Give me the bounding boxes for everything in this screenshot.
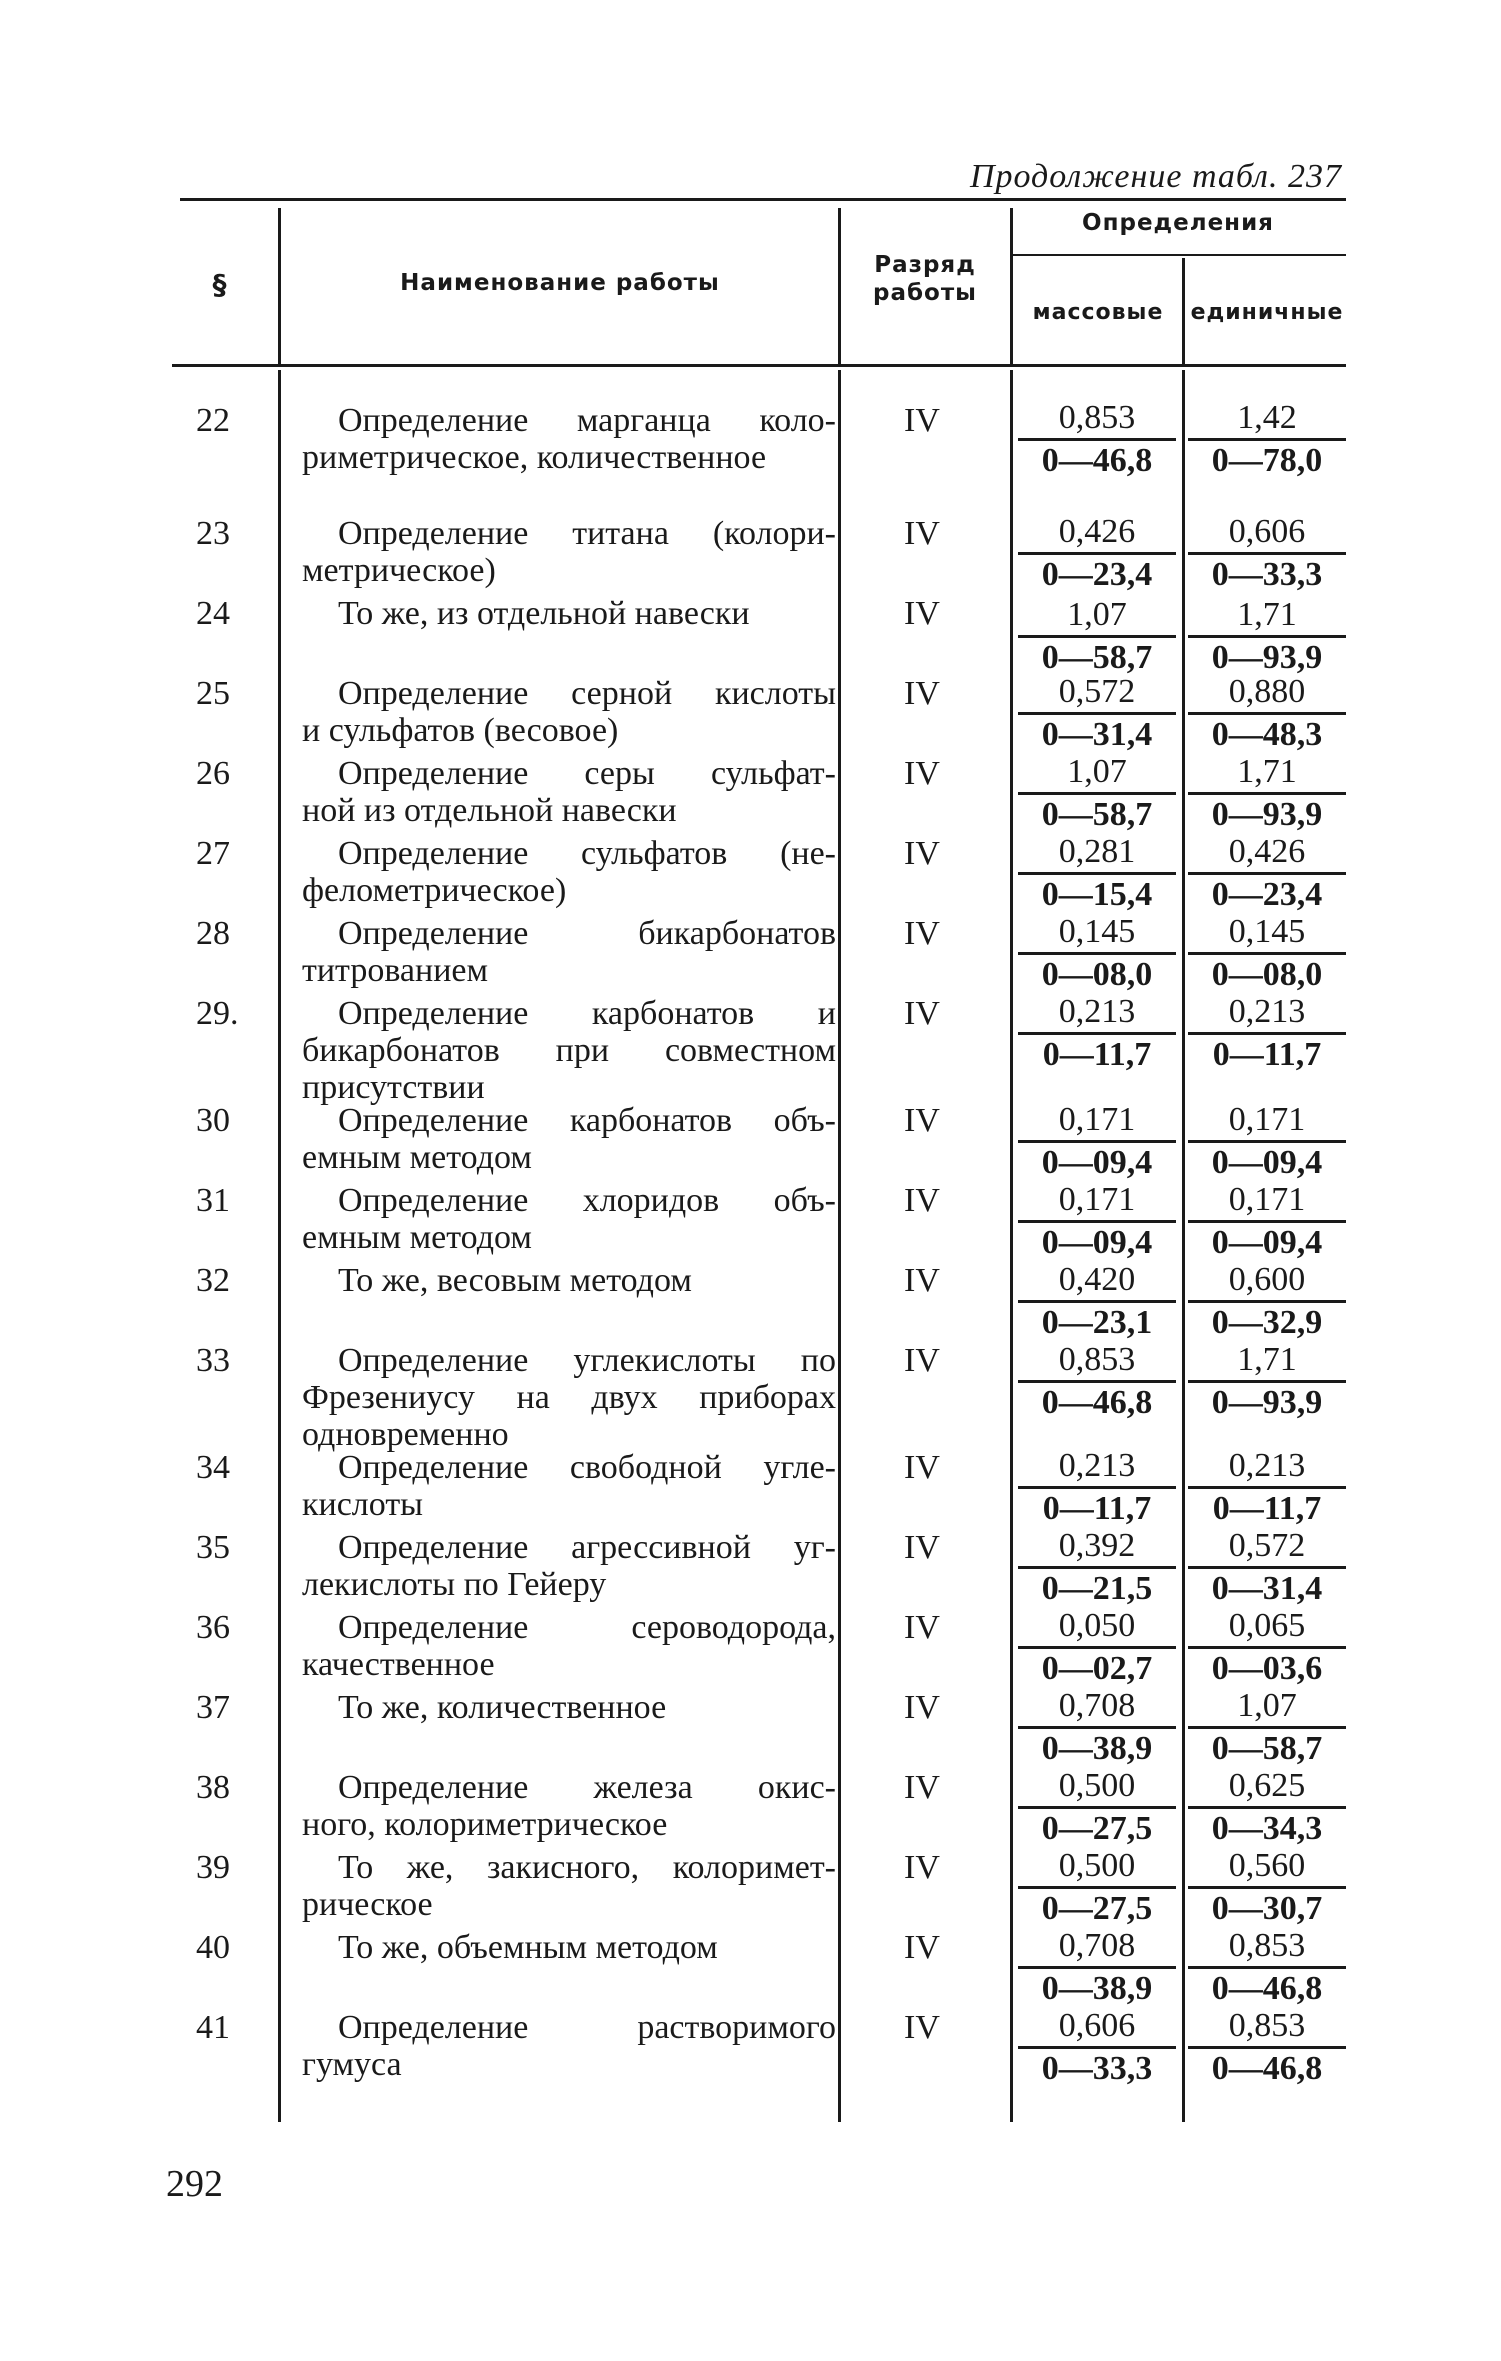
range-value: 0—58,7 [1041, 796, 1153, 833]
work-name [302, 1529, 836, 1603]
range-value: 0—33,3 [1211, 556, 1323, 593]
range-value: 0—09,4 [1211, 1144, 1323, 1181]
work-name-line: Определение карбонатов объ- [338, 1102, 836, 1139]
row-number: 23 [196, 515, 230, 552]
work-grade: IV [904, 1769, 940, 1806]
work-grade: IV [904, 835, 940, 872]
range-value: 0—23,4 [1041, 556, 1153, 593]
range-value: 0—38,9 [1041, 1730, 1153, 1767]
rate-value: 0,500 [1058, 1767, 1136, 1804]
row-number: 34 [196, 1449, 230, 1486]
work-grade: IV [904, 1262, 940, 1299]
rate-value: 0,560 [1228, 1847, 1306, 1884]
range-value: 0—31,4 [1211, 1570, 1323, 1607]
single-determination [1184, 1446, 1350, 1529]
mass-determination [1014, 1180, 1180, 1263]
range-value: 0—78,0 [1211, 442, 1323, 479]
mass-determination [1014, 1606, 1180, 1689]
work-name-line: бикарбонатов при совместном [302, 1032, 836, 1069]
single-determination [1184, 595, 1350, 678]
rate-value: 1,71 [1237, 1341, 1297, 1378]
row-number: 30 [196, 1102, 230, 1139]
row-number: 38 [196, 1769, 230, 1806]
rate-value: 0,171 [1228, 1101, 1306, 1138]
work-name-line: и сульфатов (весовое) [302, 712, 619, 749]
mass-determination [1014, 992, 1180, 1075]
range-value: 0—93,9 [1211, 1384, 1323, 1421]
work-name-line: Определение железа окис- [338, 1769, 836, 1806]
work-name-line: Определение сульфатов (не- [338, 835, 836, 872]
work-name [302, 915, 836, 989]
work-name-line: кислоты [302, 1486, 424, 1523]
rate-value: 0,213 [1228, 1447, 1306, 1484]
work-name-line: Определение свободной угле- [338, 1449, 836, 1486]
rate-value: 0,600 [1228, 1261, 1306, 1298]
mass-determination [1014, 1926, 1180, 2009]
range-value: 0—27,5 [1041, 1810, 1153, 1847]
work-name [302, 1449, 836, 1523]
mass-determination [1014, 1526, 1180, 1609]
work-name-line: То же, весовым методом [338, 1262, 692, 1299]
header-bottom-rule [172, 364, 1346, 367]
mass-determination [1014, 752, 1180, 835]
work-name-line: рическое [302, 1886, 433, 1923]
mass-determination [1014, 912, 1180, 995]
rate-value: 0,171 [1058, 1181, 1136, 1218]
work-name-line: Определение растворимого [338, 2009, 836, 2046]
range-value: 0—93,9 [1211, 796, 1323, 833]
determinations-rule [1012, 254, 1346, 256]
rate-value: 0,708 [1058, 1687, 1136, 1724]
work-name-line: фелометрическое) [302, 872, 567, 909]
rate-value: 0,213 [1058, 1447, 1136, 1484]
single-determination [1184, 752, 1350, 835]
range-value: 0—93,9 [1211, 639, 1323, 676]
work-grade: IV [904, 402, 940, 439]
single-determination [1184, 1340, 1350, 1423]
mass-determination [1014, 2006, 1180, 2089]
rate-value: 0,625 [1228, 1767, 1306, 1804]
work-name-line: Определение серной кислоты [338, 675, 836, 712]
rate-value: 0,171 [1058, 1101, 1136, 1138]
work-grade: IV [904, 2009, 940, 2046]
work-grade: IV [904, 515, 940, 552]
work-name-line: присутствии [302, 1069, 485, 1106]
header-name: Наименование работы [400, 270, 720, 296]
range-value: 0—33,3 [1041, 2050, 1153, 2087]
work-name-line: титрованием [302, 952, 489, 989]
mass-determination [1014, 1260, 1180, 1343]
rate-value: 1,71 [1237, 596, 1297, 633]
work-name-line: одновременно [302, 1416, 509, 1453]
work-grade: IV [904, 1689, 940, 1726]
range-value: 0—30,7 [1211, 1890, 1323, 1927]
work-grade: IV [904, 1102, 940, 1139]
rate-value: 0,880 [1228, 673, 1306, 710]
rate-value: 1,07 [1237, 1687, 1297, 1724]
mass-determination [1014, 1846, 1180, 1929]
range-value: 0—08,0 [1041, 956, 1153, 993]
rate-value: 0,426 [1058, 513, 1136, 550]
mass-determination [1014, 1686, 1180, 1769]
table-caption: Продолжение табл. 237 [969, 158, 1342, 195]
work-grade: IV [904, 1529, 940, 1566]
range-value: 0—58,7 [1041, 639, 1153, 676]
range-value: 0—11,7 [1042, 1036, 1152, 1073]
rate-value: 1,07 [1067, 596, 1127, 633]
work-name [302, 1849, 836, 1923]
range-value: 0—46,8 [1041, 1384, 1153, 1421]
range-value: 0—09,4 [1211, 1224, 1323, 1261]
rate-value: 0,213 [1058, 993, 1136, 1030]
col-divider-1 [278, 208, 281, 364]
rate-value: 0,708 [1058, 1927, 1136, 1964]
work-name [302, 1929, 836, 1966]
work-name-line: Определение марганца коло- [338, 402, 836, 439]
mass-determination [1014, 1446, 1180, 1529]
work-grade: IV [904, 915, 940, 952]
work-name [302, 1689, 836, 1726]
work-name [302, 2009, 836, 2083]
single-determination [1184, 1846, 1350, 1929]
single-determination [1184, 1260, 1350, 1343]
rate-value: 0,606 [1228, 513, 1306, 550]
work-name [302, 595, 836, 632]
single-determination [1184, 1926, 1350, 2009]
work-name-line: Определение карбонатов и [338, 995, 836, 1032]
rate-value: 0,171 [1228, 1181, 1306, 1218]
mass-determination [1014, 398, 1180, 481]
rate-value: 0,572 [1228, 1527, 1306, 1564]
work-grade: IV [904, 1182, 940, 1219]
col-divider-2 [838, 208, 841, 364]
work-name [302, 995, 836, 1106]
rate-value: 0,853 [1228, 2007, 1306, 2044]
row-number: 36 [196, 1609, 230, 1646]
range-value: 0—27,5 [1041, 1890, 1153, 1927]
rate-value: 0,853 [1058, 1341, 1136, 1378]
range-value: 0—11,7 [1042, 1490, 1152, 1527]
work-name-line: лекислоты по Гейеру [302, 1566, 607, 1603]
work-grade: IV [904, 755, 940, 792]
work-name [302, 1102, 836, 1176]
body-divider-3 [1010, 370, 1013, 2122]
single-determination [1184, 672, 1350, 755]
work-name-line: То же, количественное [338, 1689, 667, 1726]
work-grade: IV [904, 1929, 940, 1966]
rate-value: 0,213 [1228, 993, 1306, 1030]
row-number: 31 [196, 1182, 230, 1219]
header-determinations: Определения [1082, 210, 1274, 236]
single-determination [1184, 912, 1350, 995]
row-number: 32 [196, 1262, 230, 1299]
work-name-line: Определение хлоридов объ- [338, 1182, 836, 1219]
rate-value: 0,065 [1228, 1607, 1306, 1644]
row-number: 26 [196, 755, 230, 792]
work-name-line: То же, из отдельной навески [338, 595, 750, 632]
range-value: 0—08,0 [1211, 956, 1323, 993]
rate-value: 0,281 [1058, 833, 1136, 870]
single-determination [1184, 1526, 1350, 1609]
range-value: 0—11,7 [1212, 1036, 1322, 1073]
work-grade: IV [904, 595, 940, 632]
work-grade: IV [904, 1609, 940, 1646]
range-value: 0—34,3 [1211, 1810, 1323, 1847]
range-value: 0—48,3 [1211, 716, 1323, 753]
row-number: 37 [196, 1689, 230, 1726]
rate-value: 0,145 [1058, 913, 1136, 950]
work-name-line: Определение бикарбонатов [338, 915, 836, 952]
single-determination [1184, 512, 1350, 595]
mass-determination [1014, 595, 1180, 678]
mass-determination [1014, 1340, 1180, 1423]
work-name-line: То же, объемным методом [338, 1929, 718, 1966]
rate-value: 1,71 [1237, 753, 1297, 790]
work-name-line: риметрическое, количественное [302, 439, 767, 476]
single-determination [1184, 1686, 1350, 1769]
range-value: 0—02,7 [1041, 1650, 1153, 1687]
work-name [302, 1262, 836, 1299]
single-determination [1184, 1766, 1350, 1849]
range-value: 0—21,5 [1041, 1570, 1153, 1607]
work-name [302, 1609, 836, 1683]
work-name-line: гумуса [302, 2046, 402, 2083]
range-value: 0—23,1 [1041, 1304, 1153, 1341]
work-name-line: качественное [302, 1646, 495, 1683]
single-determination [1184, 1180, 1350, 1263]
mass-determination [1014, 672, 1180, 755]
single-determination [1184, 832, 1350, 915]
header-mass: массовые [1032, 300, 1164, 325]
single-determination [1184, 1100, 1350, 1183]
work-grade: IV [904, 995, 940, 1032]
row-number: 27 [196, 835, 230, 872]
work-name-line: Определение сероводорода, [338, 1609, 836, 1646]
work-name-line: То же, закисного, колоримет- [338, 1849, 836, 1886]
work-grade: IV [904, 675, 940, 712]
single-determination [1184, 1606, 1350, 1689]
work-name-line: емным методом [302, 1139, 532, 1176]
rate-value: 0,853 [1228, 1927, 1306, 1964]
body-divider-1 [278, 370, 281, 2122]
work-name [302, 755, 836, 829]
range-value: 0—09,4 [1041, 1224, 1153, 1261]
body-divider-2 [838, 370, 841, 2122]
single-determination [1184, 992, 1350, 1075]
work-name-line: ной из отдельной навески [302, 792, 677, 829]
row-number: 39 [196, 1849, 230, 1886]
row-number: 22 [196, 402, 230, 439]
work-grade: IV [904, 1342, 940, 1379]
work-name-line: Определение титана (колори- [338, 515, 836, 552]
mass-determination [1014, 512, 1180, 595]
range-value: 0—46,8 [1211, 2050, 1323, 2087]
rate-value: 0,500 [1058, 1847, 1136, 1884]
page-number: 292 [166, 2163, 223, 2205]
row-number: 41 [196, 2009, 230, 2046]
work-name [302, 1769, 836, 1843]
work-name [302, 675, 836, 749]
rate-value: 0,606 [1058, 2007, 1136, 2044]
range-value: 0—09,4 [1041, 1144, 1153, 1181]
range-value: 0—46,8 [1211, 1970, 1323, 2007]
rate-value: 0,853 [1058, 399, 1136, 436]
work-name-line: Фрезениусу на двух приборах [302, 1379, 836, 1416]
header-single: единичные [1190, 300, 1344, 325]
work-name-line: емным методом [302, 1219, 532, 1256]
row-number: 35 [196, 1529, 230, 1566]
rate-value: 0,050 [1058, 1607, 1136, 1644]
work-grade: IV [904, 1449, 940, 1486]
rate-value: 0,572 [1058, 673, 1136, 710]
header-grade-line1: Разряд [874, 252, 976, 278]
header-section: § [212, 268, 228, 301]
mass-determination [1014, 832, 1180, 915]
single-determination [1184, 398, 1350, 481]
range-value: 0—58,7 [1211, 1730, 1323, 1767]
range-value: 0—32,9 [1211, 1304, 1323, 1341]
work-name-line: метрическое) [302, 552, 496, 589]
range-value: 0—23,4 [1211, 876, 1323, 913]
row-number: 33 [196, 1342, 230, 1379]
rate-value: 1,07 [1067, 753, 1127, 790]
work-name [302, 515, 836, 589]
row-number: 40 [196, 1929, 230, 1966]
header-grade-line2: работы [873, 280, 977, 306]
mass-determination [1014, 1766, 1180, 1849]
range-value: 0—15,4 [1041, 876, 1153, 913]
col-divider-3 [1010, 208, 1013, 364]
rate-value: 0,420 [1058, 1261, 1136, 1298]
rate-value: 1,42 [1237, 399, 1297, 436]
row-number: 28 [196, 915, 230, 952]
mass-determination [1014, 1100, 1180, 1183]
rate-value: 0,426 [1228, 833, 1306, 870]
table-top-rule [180, 198, 1346, 201]
work-name-line: Определение углекислоты по [338, 1342, 836, 1379]
rate-value: 0,145 [1228, 913, 1306, 950]
work-name-line: ного, колориметрическое [302, 1806, 668, 1843]
range-value: 0—31,4 [1041, 716, 1153, 753]
rate-value: 0,392 [1058, 1527, 1136, 1564]
work-name [302, 1182, 836, 1256]
single-determination [1184, 2006, 1350, 2089]
work-grade: IV [904, 1849, 940, 1886]
range-value: 0—03,6 [1211, 1650, 1323, 1687]
row-number: 29. [196, 995, 239, 1032]
work-name [302, 1342, 836, 1453]
work-name [302, 402, 836, 476]
row-number: 24 [196, 595, 230, 632]
work-name-line: Определение серы сульфат- [338, 755, 836, 792]
range-value: 0—38,9 [1041, 1970, 1153, 2007]
range-value: 0—46,8 [1041, 442, 1153, 479]
work-name-line: Определение агрессивной уг- [338, 1529, 836, 1566]
work-name [302, 835, 836, 909]
range-value: 0—11,7 [1212, 1490, 1322, 1527]
col-divider-4 [1182, 258, 1185, 364]
row-number: 25 [196, 675, 230, 712]
